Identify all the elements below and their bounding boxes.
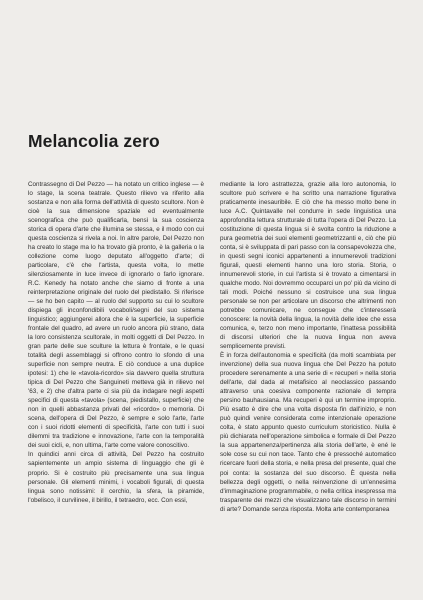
text-column-left [28,180,204,505]
paragraph: Contrassegno di Del Pezzo — ha notato un critico inglese — è lo stage, la scena teatrale. Questo rilievo va riferito alla sostanza e non alla forma dell'attività di questo scultore. Non è cioè la sua dimensione spaziale ed eventualmente scenografica che può qualificarla, bensì la sua coscienza storica di opera d'arte che illumina se stessa, e il modo con cui questa coscienza si rivela a noi. In altre parole, Del Pezzo non ha creato lo stage ma lo ha trovato già pronto, è la galleria o la collezione come luogo deputato all'oggetto d'arte; di particolare, c'è che l'artista, questa volta, lo mette silenziosamente in luce invece di ignorarlo o farlo ignorare. R.C. Kenedy ha notato anche che siamo di fronte a una reinterpretazione originale del ruolo del piedistallo. Si riferisce — se ho ben capito — al ruolo del supporto su cui lo scultore dispiega gli inconfondibili vocaboli/segni del suo sistema linguistico; aggiungerei allora che è la superficie, la superficie frontale del quadro, ad avere un ruolo ancora più strano, data la loro consistenza scultorale, in molti oggetti di Del Pezzo. In gran parte delle sue sculture la lettura è frontale, e le quasi totalità degli assemblaggi si offrono contro lo sfondo di una superficie non sempre neutra. E ciò conduce a una duplice ipotesi: 1) che le «tavola-ricordo» sia davvero quella struttura tipica di Del Pezzo che Sanguineti metteva già in rilievo nel '63, e 2) che d'altra parte ci sia più da indagare negli aspetti specifici di questa «tavola» (scena, piedistallo, superficie) che non in quelli abbastanza privati del «ricordo» o memoria. Di scena, dell'opera di Del Pezzo, è sempre e solo l'arte, l'arte con i suoi ridotti elementi di specificità, l'arte con tutti i suoi dilemmi tra tradizione e innovazione, l'arte con la temporalità dei suoi cicli, e, non ultima, l'arte come valore conoscitivo. [28,181,204,450]
paragraph: mediante la loro astrattezza, grazie alla loro autonomia, lo scultore può scrivere e ha scritto una narrazione figurativa praticamente inesauribile. E ciò che ha messo molto bene in luce A.C. Quintavalle nel condurre in sede linguistica una approfondita lettura strutturale di tutta l'opera di Del Pezzo. La costituzione di questa lingua si è svolta contro la riduzione a pura geometria dei suoi elementi geometrizzanti e, ciò che più conta, si è sviluppata di pari passo con la consapevolezza che, in questi segni iconici appartenenti a innumerevoli tradizioni figurali, questi elementi hanno una loro storia. Storia, o innumerevoli storie, in cui l'artista si è trovato a cimentarsi in qualche modo. Noi dovremmo occuparci un po' più da vicino di tali modi. Poiché nessuno si costruisce una sua lingua personale se non per articolare un discorso che altrimenti non potrebbe comunicare, ne consegue che c'interesserà conoscere: la novità della lingua, la novità delle idee che essa comunica, e, terzo non meno importante, l'inattesa possibilità di discorsi ulteriori che la nuova lingua non aveva semplicemente previsti. [220,181,396,351]
text-column-right [220,180,396,514]
paragraph: È in forza dell'autonomia e specificità (da molti scambiata per invenzione) della sua nuova lingua che Del Pezzo ha potuto procedere serenamente a una serie di « recuperi » nella storia dell'arte, dal dada al metafisico al neoclassico passando attraverso una coesiva componente razionale di tempra persino bauhausiana. Ma recuperi è qui un termine improprio. Più esatto è dire che una volta disposta fin dall'inizio, e non può quindi venire considerata come intenzionale operazione colta, è stato appunto questo curriculum storicistico. Nulla è più dichiarata nell'operazione simbolica e formale di Del Pezzo la sua appartenenza/pertinenza alla storia dell'arte, è ené le sole cose su cui non tace. Tanto che è pressoché automatico ricercare fuori della storia, e nella presa del presente, qual che poi conta: la sostanza del suo discorso. È questa nella bellezza degli oggetti, o nella reinvenzione di un'ennesima d'immaginazione programmabile, o nella critica inespressa ma trasparente dei mezzi che visualizzano tale discorso in termini di arte? Domande senza risposta. Molta arte contemporanea [220,352,396,513]
paragraph: In quindici anni circa di attività, Del Pezzo ha costruito sapientemente un ampio sistema di linguaggio che gli è proprio. Si è costruito più precisamente una sua lingua personale. Gli elementi minimi, i vocaboli figurali, di questa lingua sono notissimi: il cerchio, la sfera, la piramide, l'obelisco, il curvilinee, il birillo, il tetraedro, ecc. Con essi, [28,451,204,504]
page-title: Melancolia zero [28,131,160,151]
